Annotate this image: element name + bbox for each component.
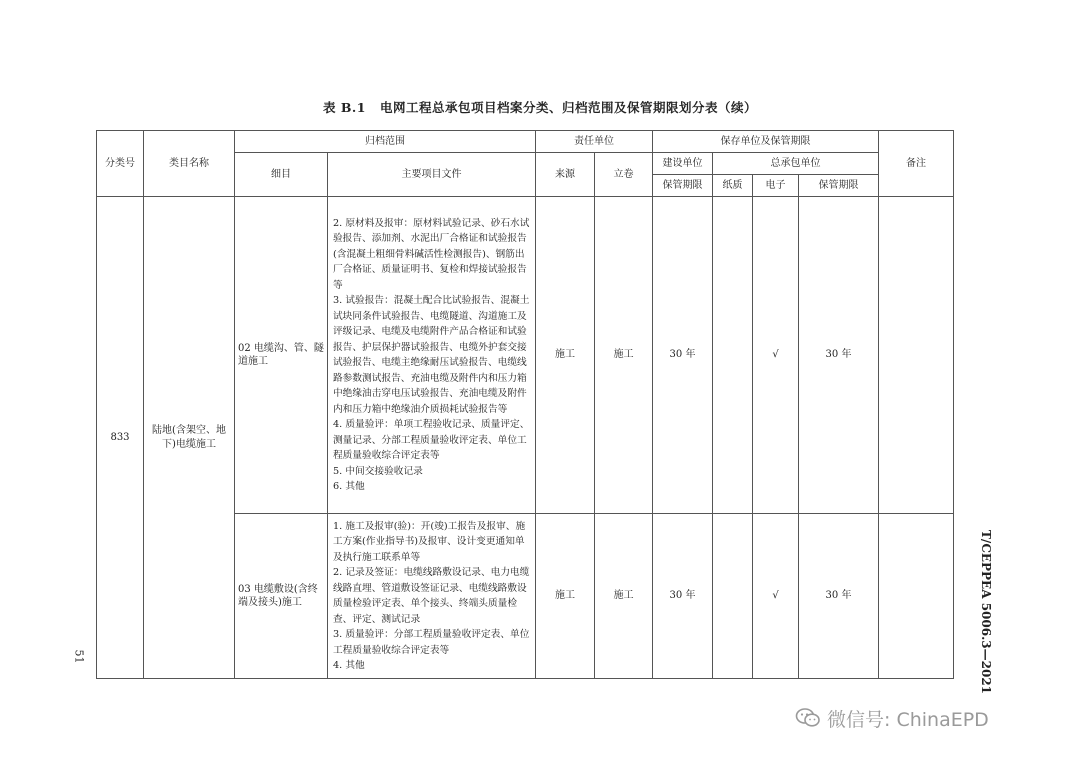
header-detail: 细目 [235,153,328,197]
row-contractor-period: 30 年 [799,197,879,514]
file-item: 4. 其他 [333,660,365,671]
file-item: 2. 记录及签证：电缆线路敷设记录、电力电缆线路直埋、管道敷设签证记录、电缆线路敷设质量检验评定表、单个接头、终端头质量检查、评定、测试记录 [333,567,530,625]
file-item: 3. 试验报告：混凝土配合比试验报告、混凝土试块同条件试验报告、电缆隧道、沟道施工及评级记录、电缆及电缆附件产品合格证和试验报告、护层保护器试验报告、电缆外护套交接试验报告、电缆主绝缘耐压试验报告、电缆线路参数测试报告、充油电缆及附件内和压力箱中绝缘油击穿电压试验报告、充油电缆及附件内和压力箱中绝缘油介质损耗试验报告等 [333,295,530,415]
standard-code: T/CEPPEA 5006.3—2021 [979,530,993,695]
page-number: 51 [72,649,86,664]
file-item: 3. 质量验评：分部工程质量验收评定表、单位工程质量验收综合评定表等 [333,629,530,656]
group-code: 833 [97,197,144,679]
watermark [795,706,989,730]
archive-classification-table [96,130,954,679]
row-electronic: √ [753,514,799,679]
row-filing: 施工 [595,514,653,679]
row-files [328,197,536,514]
header-source: 来源 [536,153,595,197]
header-code: 分类号 [97,131,144,197]
row-contractor-period: 30 年 [799,514,879,679]
row-source: 施工 [536,197,595,514]
header-builder: 建设单位 [653,153,713,175]
header-remark: 备注 [879,131,954,197]
file-item: 2. 原材料及报审：原材料试验记录、砂石水试验报告、添加剂、水泥出厂合格证和试验报告(含混凝土粗细骨料碱活性检测报告)、钢筋出厂合格证、质量证明书、复检和焊接试验报告等 [333,217,530,291]
table-caption [0,98,1080,116]
row-builder-period: 30 年 [653,514,713,679]
file-item: 1. 施工及报审(验)：开(竣)工报告及报审、施工方案(作业指导书)及报审、设计变更通知单及执行施工联系单等 [333,520,526,563]
file-item: 6. 其他 [333,481,365,492]
row-paper [713,197,753,514]
header-category: 类目名称 [144,131,235,197]
table-title: 电网工程总承包项目档案分类、归档范围及保管期限划分表（续） [379,100,757,115]
file-item: 5. 中间交接验收记录 [333,465,423,477]
header-scope: 归档范围 [235,131,536,153]
table-row [97,197,954,514]
header-storage: 保存单位及保管期限 [653,131,879,153]
header-paper: 纸质 [713,175,753,197]
file-item: 4. 质量验评：单项工程验收记录、质量评定、测量记录、分部工程质量验收评定表、单位工程质量验收综合评定表等 [333,419,530,461]
header-electronic: 电子 [753,175,799,197]
wechat-icon [795,707,821,729]
row-builder-period: 30 年 [653,197,713,514]
row-detail: 02 电缆沟、管、隧道施工 [235,197,328,514]
row-detail: 03 电缆敷设(含终端及接头)施工 [235,514,328,679]
header-contractor-period: 保管期限 [799,175,879,197]
watermark-text: 微信号: ChinaEPD [827,708,989,731]
table-number: 表 B.1 [323,100,366,115]
header-filing: 立卷 [595,153,653,197]
header-builder-period: 保管期限 [653,175,713,197]
row-source: 施工 [536,514,595,679]
row-filing: 施工 [595,197,653,514]
row-paper [713,514,753,679]
group-category: 陆地(含架空、地下)电缆施工 [144,197,235,679]
row-remark [879,197,954,514]
row-electronic: √ [753,197,799,514]
row-files [328,514,536,679]
header-contractor: 总承包单位 [713,153,879,175]
header-responsibility: 责任单位 [536,131,653,153]
row-remark [879,514,954,679]
header-main-files: 主要项目文件 [328,153,536,197]
